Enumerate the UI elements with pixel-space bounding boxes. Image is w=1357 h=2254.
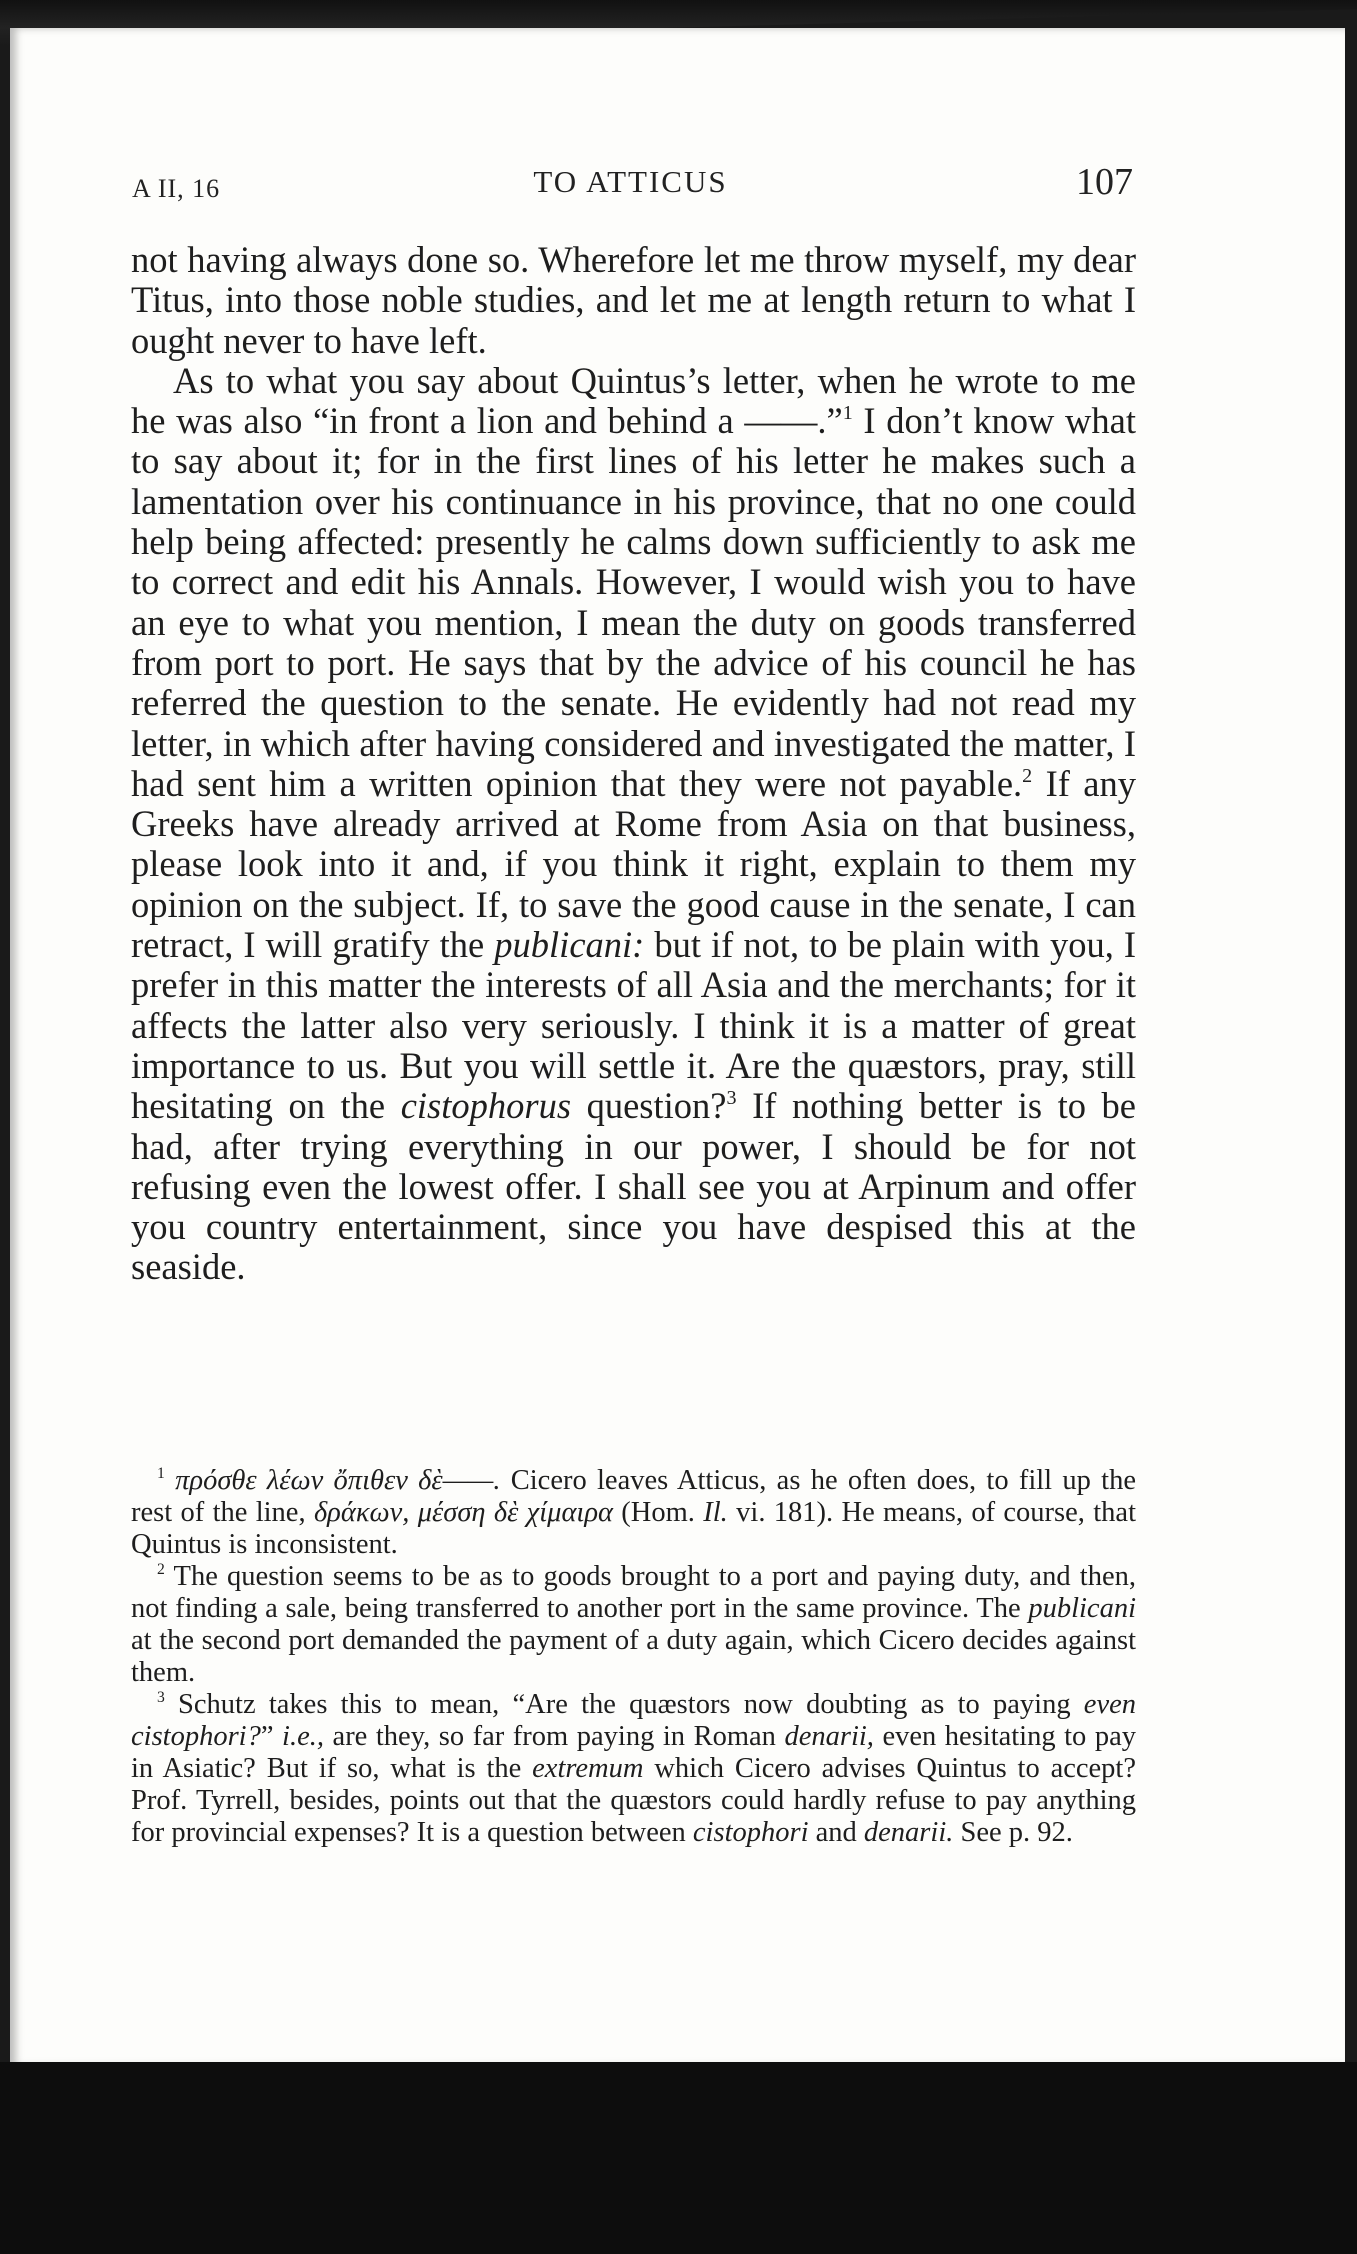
footnote-mark: 2 [157,1561,165,1579]
text-run: but if not, to be plain with you, I prefer in this matter the interests of all Asia and the merchants; for it affects the latter also very seriously. I think it is a matter of great importance to us. But you will settle it. Are the quæstors, pray, still hesitating on the [131,924,1137,1127]
footnote-2 [131,1561,1136,1689]
text-run: are they, so far from paying in Roman [324,1721,785,1752]
italic-term: Il. [703,1497,728,1528]
text-run: which Cicero advises Quintus to accept? Prof. Tyrrell, besides, points out that the quæstors could hardly refuse to pay anything for provincial expenses? It is a question between [131,1753,1136,1848]
footnote-3 [131,1689,1136,1849]
scan-bottom-edge [0,2062,1357,2254]
italic-term: denarii, [784,1721,874,1752]
footnote-1 [131,1465,1136,1561]
text-run: at the second port demanded the payment of a duty again, which Cicero decides against them. [131,1625,1136,1688]
text-run: See p. 92. [953,1817,1073,1848]
text-run: Cicero leaves Atticus, as he often does, to fill up the rest of the line, [131,1465,1137,1528]
footnote-ref-1: 1 [842,402,853,425]
footnote-ref-2: 2 [1022,764,1033,787]
greek-quote: πρόσθε λέων ὄπιθεν δὲ——. [175,1465,501,1496]
italic-term: publicani [1028,1593,1136,1624]
letter-body [131,240,1136,1288]
paragraph-1: not having always done so. Wherefore let me throw myself, my dear Titus, into those noble studies, and let me at length return to what I ought never to have left. [131,239,1136,361]
text-run: If any Greeks have already arrived at Rome from Asia on that business, please look into it and, if you think it right, explain to them my opinion on the subject. If, to save the good cause in the senate, I can retract, I will gratify the [131,762,1136,966]
text-run: (Hom. [612,1497,704,1528]
italic-term: cistophorus [400,1085,572,1127]
text-run: vi. 181). He means, of course, that Quintus is inconsistent. [131,1497,1136,1560]
text-run: As to what you say about Quintus’s letter, when he wrote to me he was also “in front a lion and behind a ——.” [131,359,1136,442]
running-head [128,160,1133,204]
paragraph-2 [131,361,1136,1288]
letter-reference: A II, 16 [132,174,221,203]
text-run: Schutz takes this to mean, “Are the quæstors now doubting as to paying [164,1689,1084,1720]
text-run: question? [571,1085,727,1127]
italic-term: cistophori [692,1817,809,1848]
text-run: even hesitating to pay in Asiatic? But if so, what is the [131,1721,1137,1784]
footnote-ref-3: 3 [726,1087,737,1110]
italic-term: even cistophori? [131,1689,1136,1752]
running-title: TO ATTICUS [533,164,728,199]
italic-term: extremum [532,1753,644,1784]
italic-term: denarii. [863,1817,954,1848]
page-number: 107 [1076,161,1133,203]
text-run: If nothing better is to be had, after trying everything in our power, I should be for not refusing even the lowest offer. I shall see you at Arpinum and offer you country entertainment, since you have despised this at the seaside. [131,1085,1136,1288]
italic-term: i.e., [282,1721,324,1752]
text-run: The question seems to be as to goods brought to a port and paying duty, and then, not finding a sale, being transferred to another port in the same province. The [131,1561,1136,1624]
text-run: and [808,1817,864,1848]
footnotes [131,1465,1136,1849]
italic-term: publicani: [494,924,645,966]
greek-quote: δράκων, μέσση δὲ χίμαιρα [313,1497,613,1528]
text-run: ” [260,1721,283,1752]
text-run: I don’t know what to say about it; for in the first lines of his letter he makes such a lamentation over his continuance in his province, that no one could help being affected: presently he calms down sufficiently to ask me to correct and edit his Annals. However, I would wish you to have an eye to what you mention, I mean the duty on goods transferred from port to port. He says that by the advice of his council he has referred the question to the senate. He evidently had not read my letter, in which after having considered and investigated the matter, I had sent him a written opinion that they were not payable. [131,400,1136,804]
footnote-mark: 1 [157,1465,165,1483]
footnote-mark: 3 [157,1689,165,1707]
